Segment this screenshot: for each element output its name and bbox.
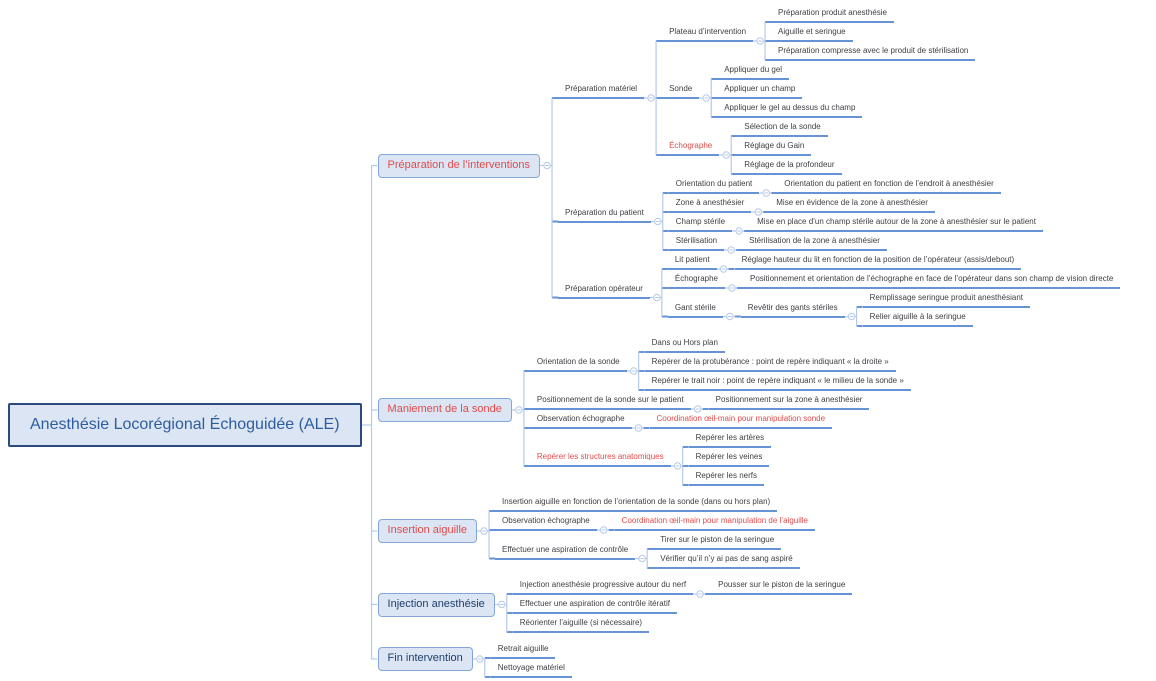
subtopic[interactable]: Stérilisation (669, 232, 724, 251)
children-group (741, 289, 1030, 327)
children-group (495, 493, 815, 569)
children-group (742, 232, 887, 251)
subtopic[interactable]: Lit patient (668, 251, 717, 270)
mindmap-node (378, 576, 853, 633)
mindmap-node (689, 429, 771, 448)
subtopic[interactable]: Réglage du Gain (737, 137, 811, 156)
children-group (662, 4, 975, 175)
mindmap-node (668, 270, 1121, 289)
mindmap-node (558, 4, 975, 175)
children-group (668, 251, 1121, 327)
subtopic[interactable]: Insertion aiguille en fonction de l’orientation de la sonde (dans ou hors plan) (495, 493, 777, 512)
subtopic[interactable]: Injection anesthésie progressive autour du nerf (513, 576, 693, 595)
mindmap-node (742, 232, 887, 251)
subtopic[interactable]: Préparation du patient (558, 204, 651, 223)
main-topic[interactable]: Fin intervention (378, 647, 473, 671)
subtopic[interactable]: Appliquer un champ (717, 80, 802, 99)
mindmap-node (491, 640, 556, 659)
mindmap-node (743, 270, 1120, 289)
mindmap-node (645, 372, 911, 391)
mindmap-node (711, 576, 852, 595)
mindmap-tree (8, 0, 1120, 681)
subtopic[interactable]: Positionnement et orientation de l’échographe en face de l’opérateur dans son champ de vision directe (743, 270, 1120, 289)
subtopic[interactable]: Coordination œil-main pour manipulation de l’aiguille (615, 512, 815, 531)
mindmap-node (653, 531, 781, 550)
subtopic[interactable]: Repérer de la protubérance : point de repère indiquant « la droite » (645, 353, 896, 372)
children-group (769, 194, 935, 213)
children-group (653, 531, 800, 569)
mindmap-node (491, 659, 572, 678)
mindmap-node (777, 175, 1000, 194)
mindmap-node (737, 137, 811, 156)
mindmap-node (737, 118, 828, 137)
children-group (709, 391, 870, 410)
mindmap-node (378, 4, 1121, 327)
mindmap-node (558, 175, 1043, 251)
mindmap-node (669, 194, 935, 213)
subtopic[interactable]: Mise en évidence de la zone à anesthésier (769, 194, 935, 213)
subtopic[interactable]: Repérer les structures anatomiques (530, 448, 671, 467)
subtopic[interactable]: Orientation du patient en fonction de l’endroit à anesthésier (777, 175, 1000, 194)
children-group (750, 213, 1043, 232)
mindmap-node (771, 23, 853, 42)
children-group (558, 4, 1120, 327)
subtopic[interactable]: Sonde (662, 80, 699, 99)
mindmap-node (689, 448, 770, 467)
subtopic[interactable]: Effectuer une aspiration de contrôle (495, 541, 635, 560)
mindmap-node (750, 213, 1043, 232)
mindmap-node (709, 391, 870, 410)
mindmap-node (741, 289, 1030, 327)
children-group (717, 61, 862, 118)
mindmap-node (863, 308, 973, 327)
mindmap-node (737, 156, 841, 175)
children-group (378, 0, 1121, 681)
mindmap-node (689, 467, 764, 486)
subtopic[interactable]: Orientation de la sonde (530, 353, 627, 372)
mindmap-node (717, 80, 802, 99)
main-topic[interactable]: Maniement de la sonde (378, 398, 512, 422)
mindmap-node (669, 213, 1043, 232)
subtopic[interactable]: Appliquer du gel (717, 61, 789, 80)
mindmap-node (530, 334, 911, 391)
subtopic[interactable]: Vérifier qu’il n’y ai pas de sang aspiré (653, 550, 800, 569)
subtopic[interactable]: Observation échographe (495, 512, 597, 531)
children-group (645, 334, 911, 391)
mindmap-node (662, 61, 862, 118)
main-topic[interactable]: Injection anesthésie (378, 593, 495, 617)
subtopic[interactable]: Pousser sur le piston de la seringue (711, 576, 852, 595)
mindmap-node (662, 4, 975, 61)
subtopic[interactable]: Préparation opérateur (558, 280, 650, 299)
subtopic[interactable]: Préparation compresse avec le produit de stérilisation (771, 42, 975, 61)
subtopic[interactable]: Sélection de la sonde (737, 118, 828, 137)
subtopic[interactable]: Échographe (668, 270, 725, 289)
mindmap-node (513, 576, 853, 595)
children-group (743, 270, 1120, 289)
subtopic[interactable]: Champ stérile (669, 213, 732, 232)
mindmap-node (668, 289, 1030, 327)
subtopic[interactable]: Échographe (662, 137, 719, 156)
children-group (530, 334, 911, 486)
subtopic[interactable]: Réglage de la profondeur (737, 156, 841, 175)
subtopic[interactable]: Préparation matériel (558, 80, 644, 99)
subtopic[interactable]: Gant stérile (668, 299, 723, 318)
mindmap-node (650, 410, 833, 429)
subtopic[interactable]: Coordination œil-main pour manipulation sonde (650, 410, 833, 429)
subtopic[interactable]: Repérer les veines (689, 448, 770, 467)
mindmap-node (645, 353, 896, 372)
children-group (669, 175, 1043, 251)
subtopic[interactable]: Plateau d’intervention (662, 23, 753, 42)
subtopic[interactable]: Dans ou Hors plan (645, 334, 725, 353)
mindmap-node (530, 410, 832, 429)
children-group (650, 410, 833, 429)
subtopic[interactable]: Aiguille et seringue (771, 23, 853, 42)
mindmap-node (530, 391, 870, 410)
main-topic[interactable]: Préparation de l’interventions (378, 154, 540, 178)
subtopic[interactable]: Zone à anesthésier (669, 194, 752, 213)
subtopic[interactable]: Positionnement sur la zone à anesthésier (709, 391, 870, 410)
mindmap-node (530, 429, 771, 486)
children-group (711, 576, 852, 595)
mindmap-node (645, 334, 725, 353)
subtopic[interactable]: Stérilisation de la zone à anesthésier (742, 232, 887, 251)
mindmap-node (513, 595, 677, 614)
children-group (615, 512, 815, 531)
mindmap-node (717, 99, 862, 118)
subtopic[interactable]: Préparation produit anesthésie (771, 4, 894, 23)
mindmap-node (669, 232, 887, 251)
mindmap-node (378, 334, 911, 486)
subtopic[interactable]: Réorienter l’aiguille (si nécessaire) (513, 614, 649, 633)
children-group (735, 251, 1022, 270)
children-group (513, 576, 853, 633)
subtopic[interactable]: Relier aiguille à la seringue (863, 308, 973, 327)
mindmap-node (513, 614, 649, 633)
subtopic[interactable]: Mise en place d’un champ stérile autour de la zone à anesthésier sur le patient (750, 213, 1043, 232)
mindmap-node (771, 4, 894, 23)
subtopic[interactable]: Orientation du patient (669, 175, 760, 194)
children-group (863, 289, 1030, 327)
subtopic[interactable]: Remplissage seringue produit anesthésiant (863, 289, 1030, 308)
subtopic[interactable]: Tirer sur le piston de la seringue (653, 531, 781, 550)
mindmap-node (653, 550, 800, 569)
mindmap-node (495, 493, 777, 512)
children-group (689, 429, 771, 486)
mindmap-node (378, 640, 572, 678)
subtopic[interactable]: Repérer le trait noir : point de repère indiquant « le milieu de la sonde » (645, 372, 911, 391)
children-group (771, 4, 975, 61)
subtopic[interactable]: Observation échographe (530, 410, 632, 429)
mindmap-node (615, 512, 815, 531)
children-group (491, 640, 572, 678)
subtopic[interactable]: Retrait aiguille (491, 640, 556, 659)
subtopic[interactable]: Repérer les artères (689, 429, 771, 448)
subtopic[interactable]: Nettoyage matériel (491, 659, 572, 678)
main-topic[interactable]: Insertion aiguille (378, 519, 478, 543)
mindmap-node (495, 512, 815, 531)
children-group (777, 175, 1000, 194)
mindmap-node (495, 531, 800, 569)
mindmap-node (669, 175, 1001, 194)
mindmap-node (662, 118, 841, 175)
mindmap-node (863, 289, 1030, 308)
mindmap-node (717, 61, 789, 80)
mindmap-node (769, 194, 935, 213)
subtopic[interactable]: Revêtir des gants stériles (741, 299, 845, 318)
mindmap-node (735, 251, 1022, 270)
children-group (737, 118, 841, 175)
mindmap-node (668, 251, 1021, 270)
mindmap-node (771, 42, 975, 61)
central-topic[interactable]: Anesthésie Locorégional Échoguidée (ALE) (8, 403, 362, 447)
subtopic[interactable]: Repérer les nerfs (689, 467, 764, 486)
subtopic[interactable]: Appliquer le gel au dessus du champ (717, 99, 862, 118)
subtopic[interactable]: Positionnement de la sonde sur le patient (530, 391, 691, 410)
subtopic[interactable]: Réglage hauteur du lit en fonction de la position de l’opérateur (assis/debout) (735, 251, 1022, 270)
mindmap-node (378, 493, 815, 569)
subtopic[interactable]: Effectuer une aspiration de contrôle itératif (513, 595, 677, 614)
mindmap-node (8, 0, 1120, 681)
mindmap-node (558, 251, 1120, 327)
